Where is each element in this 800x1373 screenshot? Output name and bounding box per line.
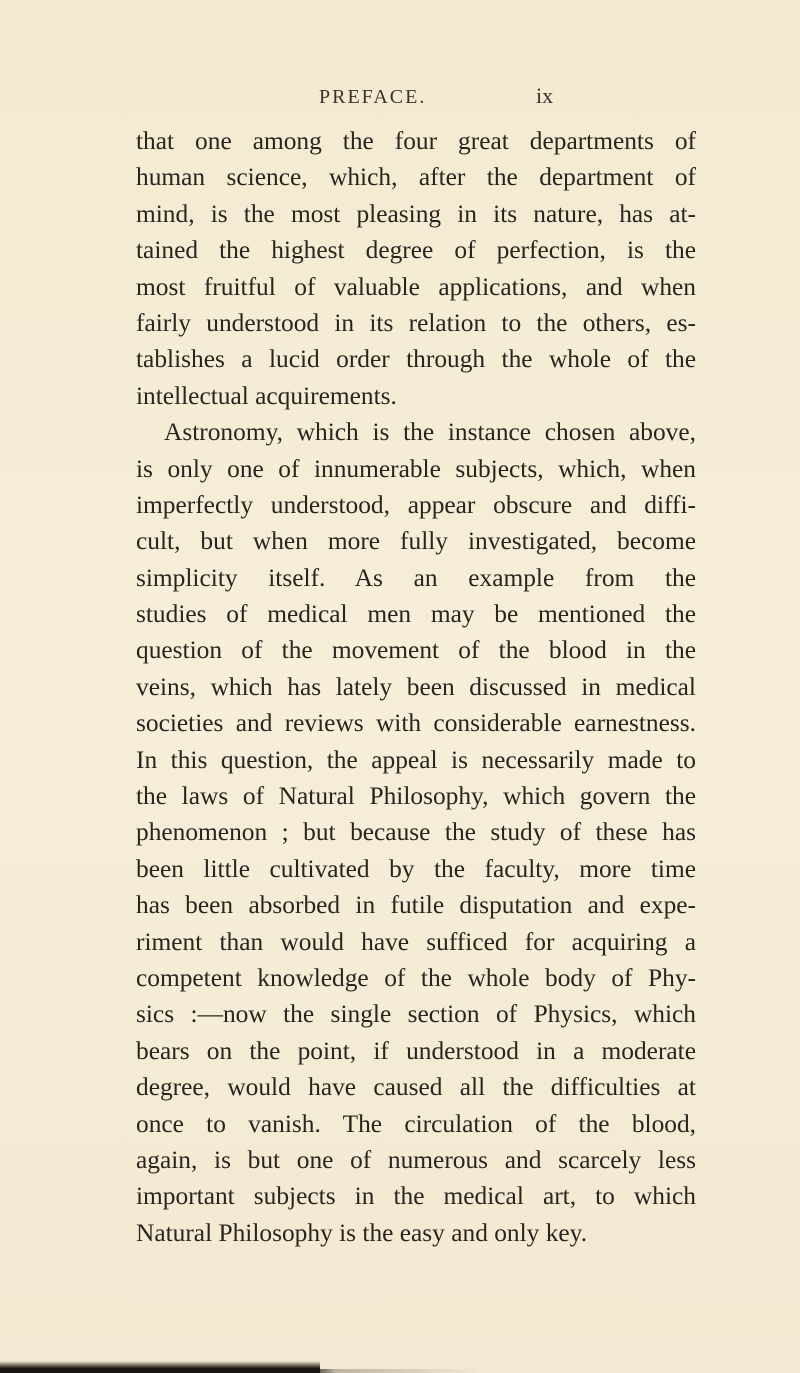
text-line: Natural Philosophy is the easy and only key. <box>136 1218 588 1247</box>
text-line: again, is but one of numerous and scarcely less <box>136 1145 696 1174</box>
text-line: intellectual acquirements. <box>136 381 397 410</box>
text-line: fairly understood in its relation to the others, es- <box>136 308 696 337</box>
paragraph <box>136 414 696 1251</box>
text-line: the laws of Natural Philosophy, which govern the <box>136 782 696 811</box>
text-line: mind, is the most pleasing in its nature, has at- <box>136 199 696 228</box>
paragraph <box>136 123 696 414</box>
text-line: bears on the point, if understood in a moderate <box>136 1036 696 1065</box>
text-line: phenomenon ; but because the study of these has <box>136 818 696 847</box>
text-line: once to vanish. The circulation of the blood, <box>136 1109 696 1138</box>
text-line: important subjects in the medical art, to which <box>136 1182 696 1211</box>
text-line: is only one of innumerable subjects, which, when <box>136 454 696 483</box>
text-line: question of the movement of the blood in the <box>136 636 696 665</box>
text-line: been little cultivated by the faculty, more time <box>136 854 696 883</box>
text-line: veins, which has lately been discussed in medical <box>136 672 696 701</box>
text-line: tained the highest degree of perfection, is the <box>136 236 696 265</box>
text-line: cult, but when more fully investigated, become <box>136 527 696 556</box>
text-line: sics :—now the single section of Physics, which <box>136 1000 696 1029</box>
text-line: degree, would have caused all the difficulties at <box>136 1073 696 1102</box>
running-head <box>0 83 800 116</box>
text-line: Astronomy, which is the instance chosen above, <box>164 418 696 447</box>
body-text <box>136 123 696 1251</box>
text-line: that one among the four great departments of <box>136 127 696 155</box>
page-edge-strip <box>0 1369 800 1373</box>
text-line: In this question, the appeal is necessarily made to <box>136 745 696 774</box>
text-line: societies and reviews with considerable earnestness. <box>136 709 696 738</box>
text-line: human science, which, after the department of <box>136 163 696 192</box>
text-line: competent knowledge of the whole body of Phy- <box>136 963 696 992</box>
text-line: riment than would have sufficed for acquiring a <box>136 927 696 956</box>
text-line: most fruitful of valuable applications, and when <box>136 272 696 301</box>
text-line: simplicity itself. As an example from the <box>136 563 696 592</box>
text-line: tablishes a lucid order through the whole of the <box>136 345 696 374</box>
text-line: studies of medical men may be mentioned the <box>136 600 696 629</box>
page-number: ix <box>536 83 554 108</box>
text-line: has been absorbed in futile disputation and expe- <box>136 891 696 920</box>
running-title: PREFACE. <box>319 86 427 108</box>
text-line: imperfectly understood, appear obscure and diffi- <box>136 490 696 519</box>
